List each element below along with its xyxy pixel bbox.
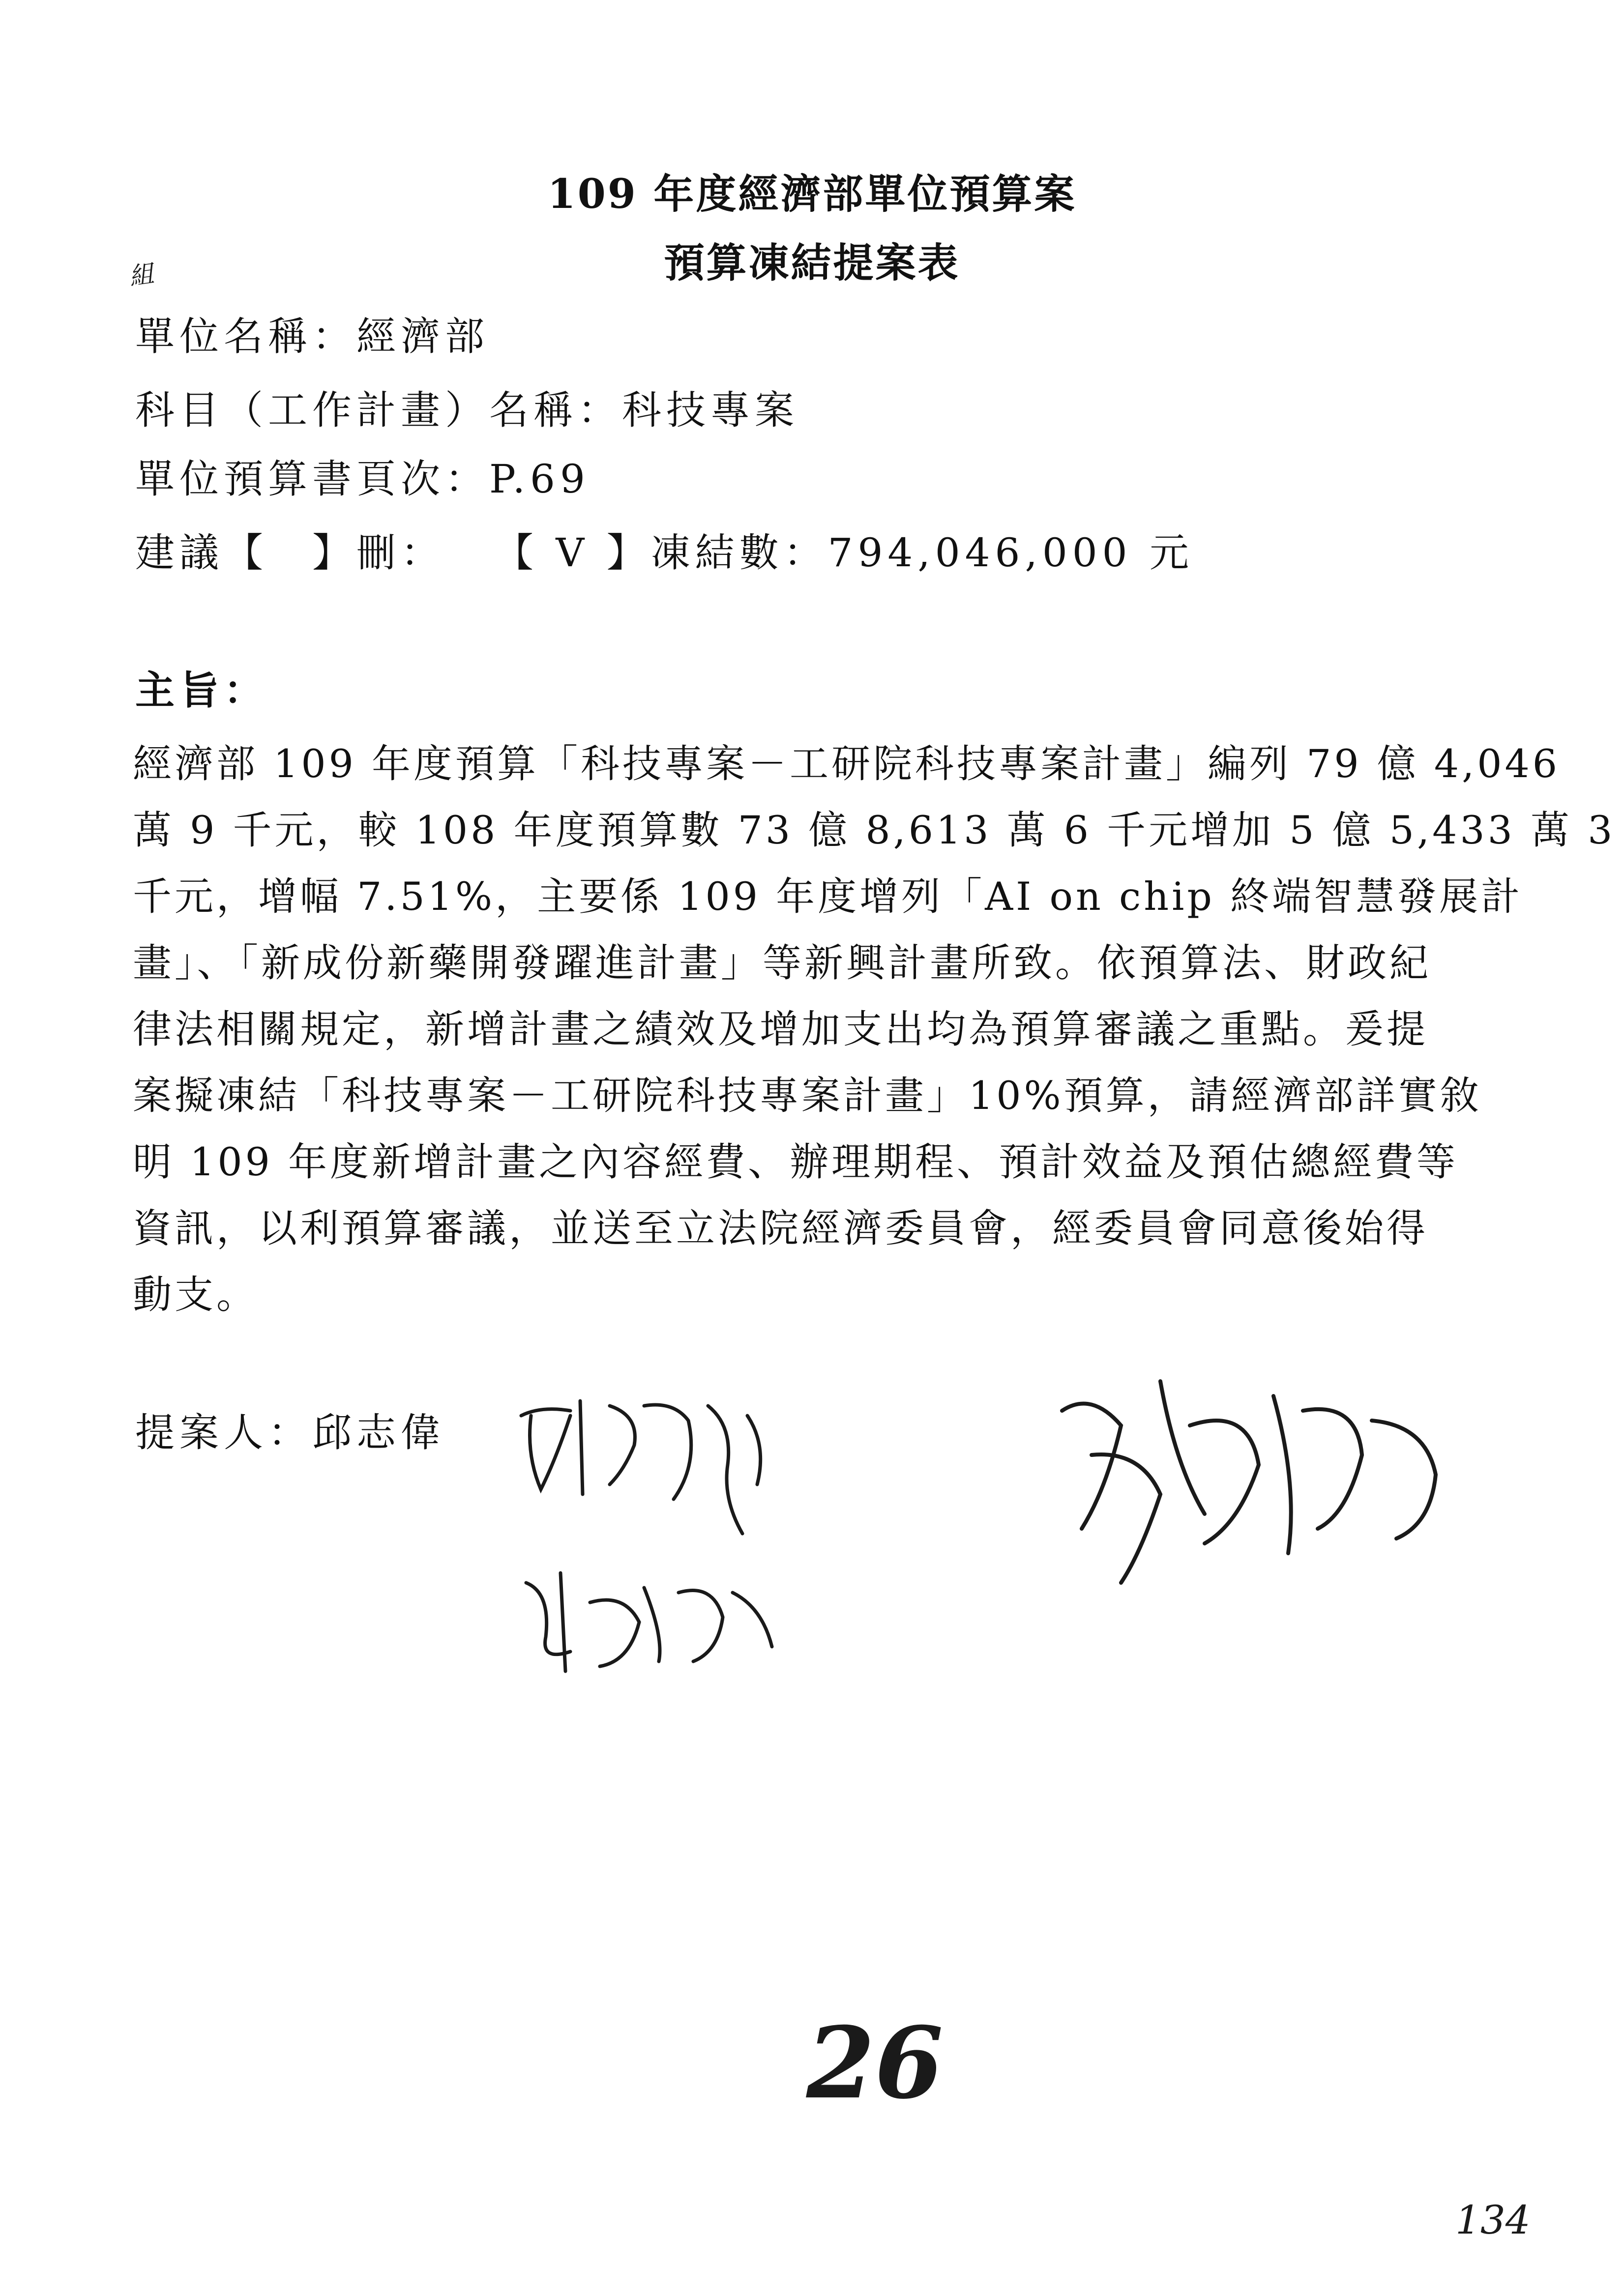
subject-line: 動支。 xyxy=(133,1272,258,1317)
page-number: 134 xyxy=(1455,2197,1531,2243)
subject-name-field: 科目（工作計畫）名稱：科技專案 xyxy=(135,387,799,433)
unit-name-field: 單位名稱：經濟部 xyxy=(135,314,489,359)
signature-3 xyxy=(1042,1366,1455,1593)
subject-line: 案擬凍結「科技專案－工研院科技專案計畫」10%預算，請經濟部詳實敘 xyxy=(133,1073,1482,1118)
subject-heading: 主旨： xyxy=(135,667,268,713)
subject-line: 萬 9 千元，較 108 年度預算數 73 億 8,613 萬 6 千元增加 5 億 5,433 萬 3 xyxy=(133,808,1616,853)
page-reference-field: 單位預算書頁次：P.69 xyxy=(135,456,590,502)
proposal-field: 建議【 】刪： 【 V 】凍結數：794,046,000 元 xyxy=(135,530,1194,576)
document-title: 109 年度經濟部單位預算案 xyxy=(547,171,1077,218)
handwritten-margin-note: 組 xyxy=(127,259,156,291)
subject-line: 經濟部 109 年度預算「科技專案－工研院科技專案計畫」編列 79 億 4,046 xyxy=(133,741,1561,786)
proposer-label: 提案人：邱志偉 xyxy=(135,1410,445,1455)
subject-line: 律法相關規定，新增計畫之績效及增加支出均為預算審議之重點。爰提 xyxy=(133,1007,1428,1052)
subject-line: 千元，增幅 7.51%，主要係 109 年度增列「AI on chip 終端智慧發展計 xyxy=(133,874,1523,919)
subject-line: 畫」、「新成份新藥開發躍進計畫」等新興計畫所致。依預算法、財政紀 xyxy=(133,940,1431,986)
subject-line: 資訊，以利預算審議，並送至立法院經濟委員會，經委員會同意後始得 xyxy=(133,1206,1428,1251)
signature-2 xyxy=(516,1563,792,1681)
signature-1 xyxy=(511,1386,787,1548)
handwritten-page-number: 26 xyxy=(806,2005,944,2121)
document-subtitle: 預算凍結提案表 xyxy=(664,239,960,287)
subject-line: 明 109 年度新增計畫之內容經費、辦理期程、預計效益及預估總經費等 xyxy=(133,1139,1459,1185)
